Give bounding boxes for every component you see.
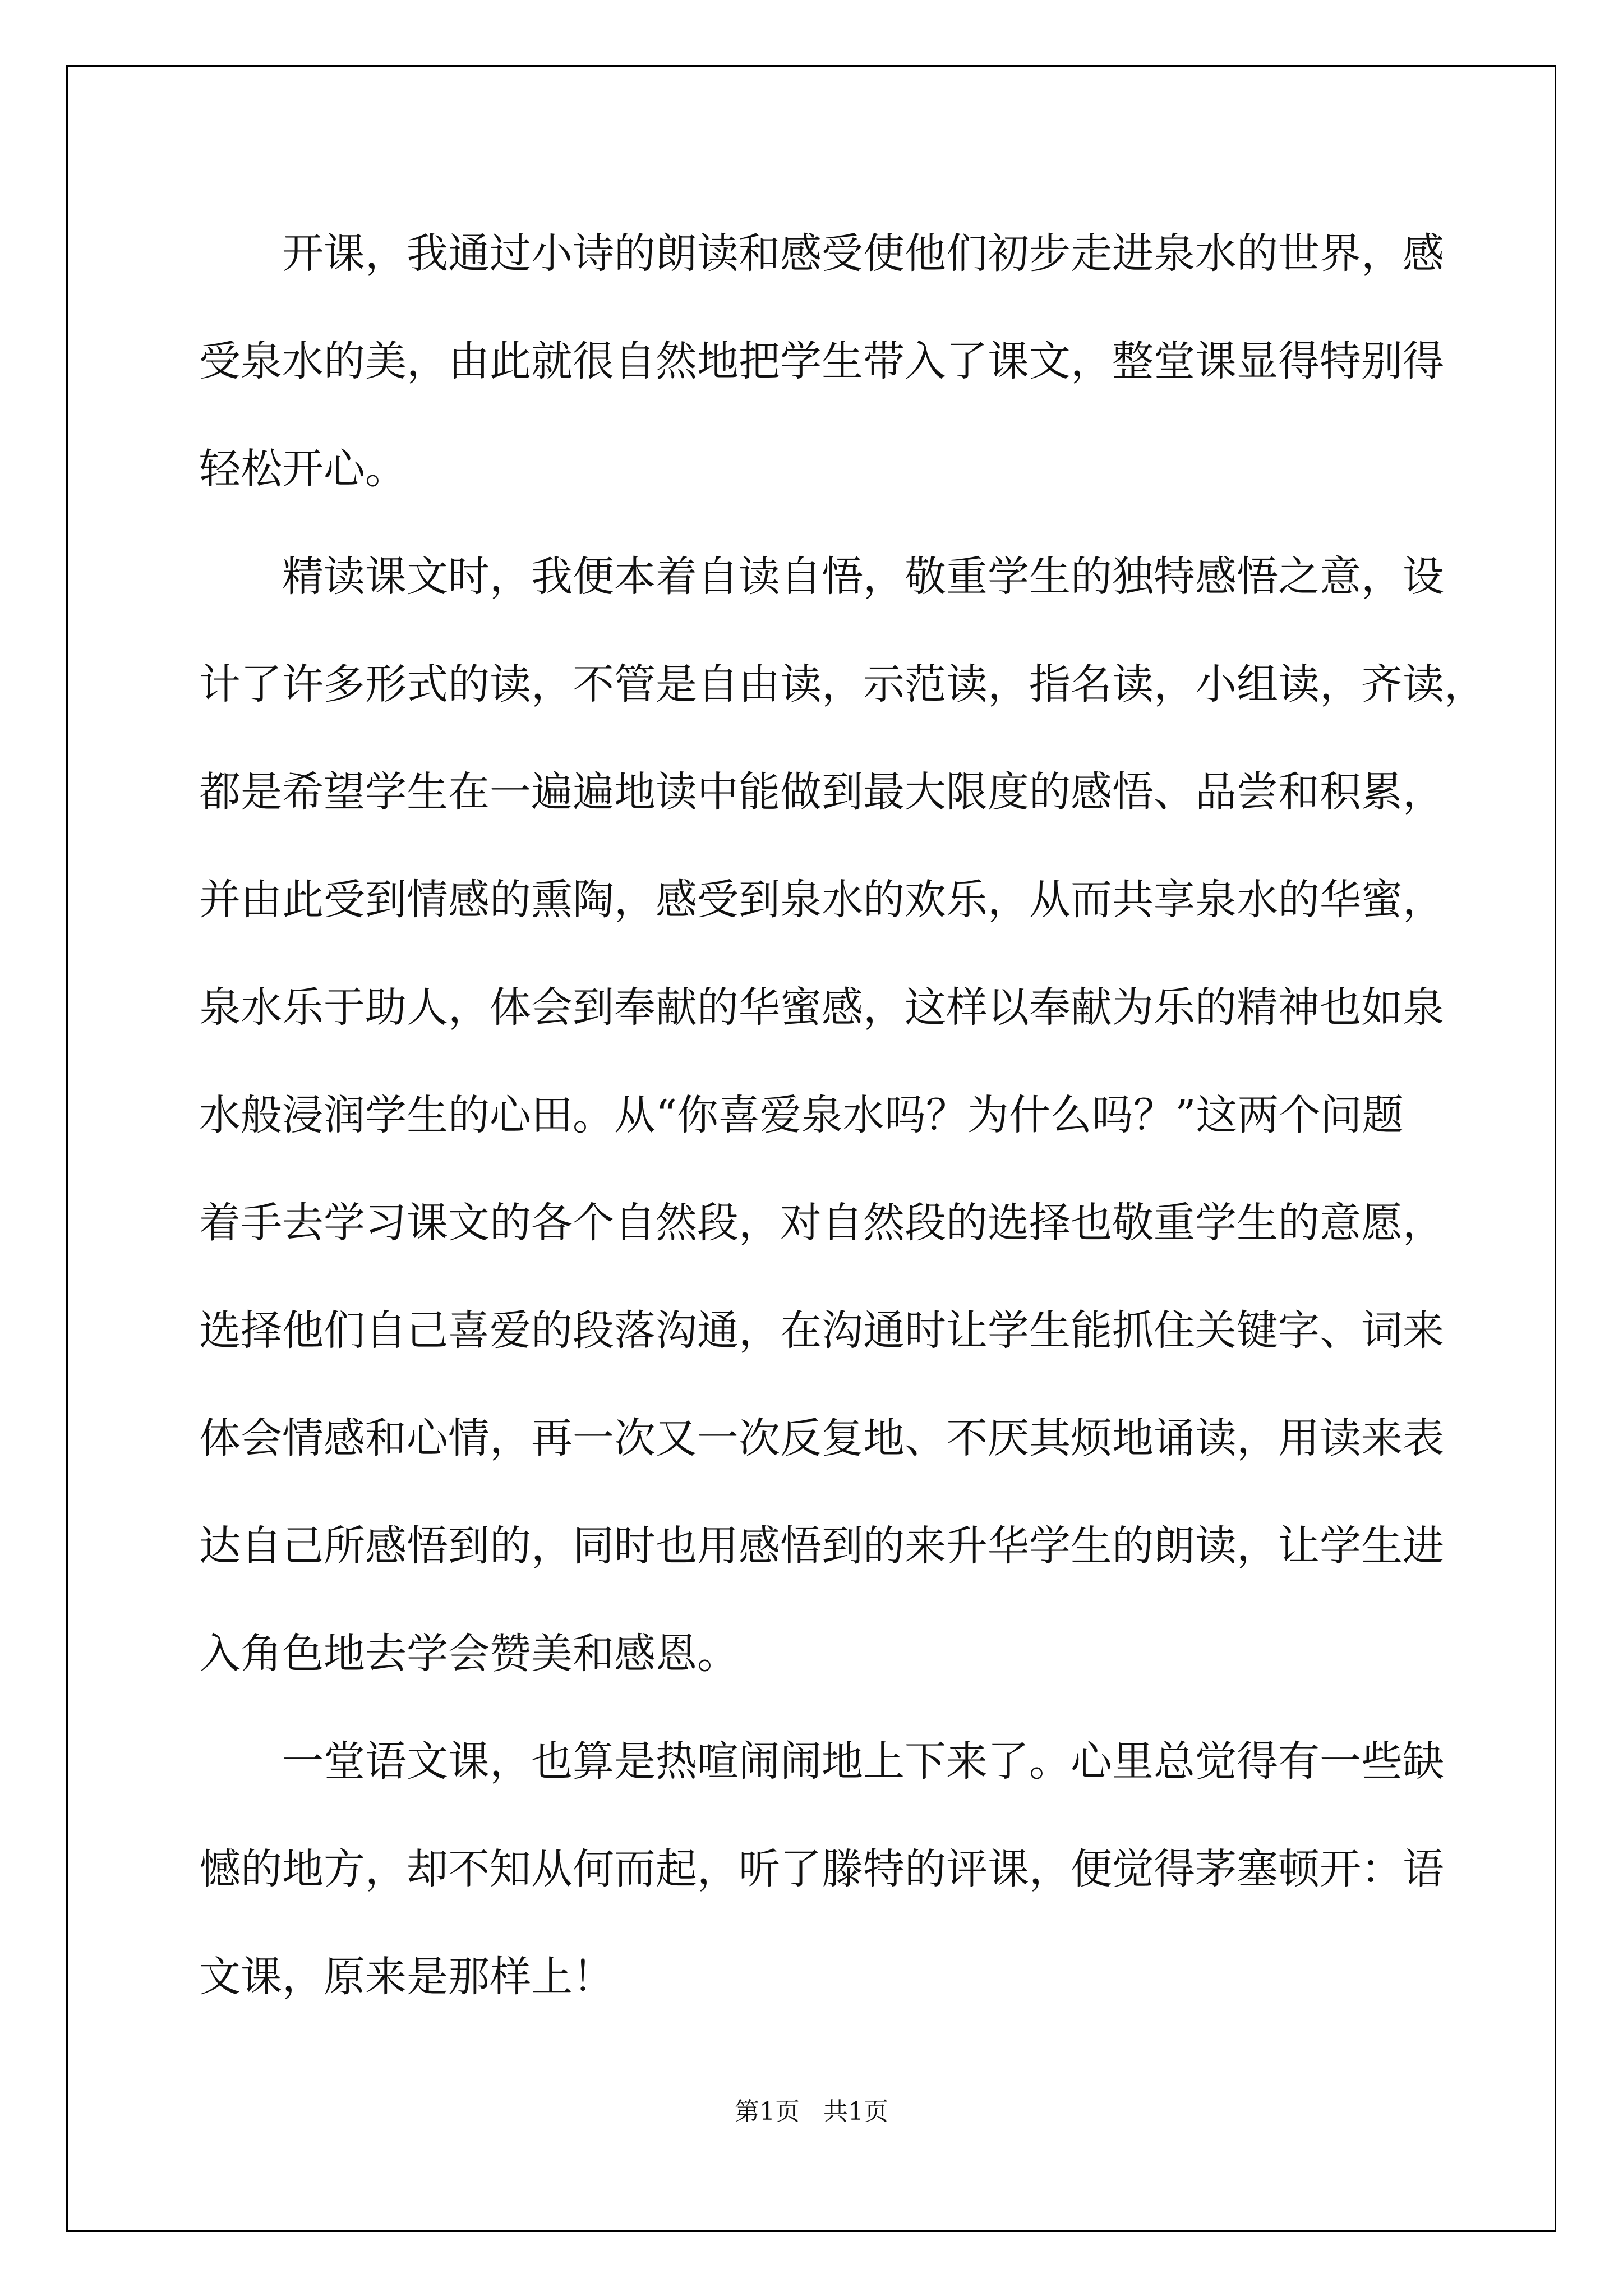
text-line: 计了许多形式的读，不管是自由读，示范读，指名读，小组读，齐读， (199, 660, 1486, 708)
text-line: 精读课文时，我便本着自读自悟，敬重学生的独特感悟之意，设 (282, 553, 1444, 601)
text-line: 体会情感和心情，再一次又一次反复地、不厌其烦地诵读，用读来表 (199, 1414, 1444, 1462)
text-line: 达自己所感悟到的，同时也用感悟到的来升华学生的朗读，让学生进 (199, 1522, 1444, 1570)
text-line: 泉水乐于助人，体会到奉献的华蜜感，这样以奉献为乐的精神也如泉 (199, 983, 1444, 1032)
text-line: 开课，我通过小诗的朗读和感受使他们初步走进泉水的世界，感 (282, 229, 1444, 278)
page-footer: 第1页 共1页 (735, 2097, 888, 2126)
text-line: 都是希望学生在一遍遍地读中能做到最大限度的感悟、品尝和积累， (199, 768, 1444, 816)
document-body (199, 200, 1486, 2031)
text-line: 轻松开心。 (199, 445, 407, 493)
text-line: 憾的地方，却不知从何而起，听了滕特的评课，便觉得茅塞顿开：语 (199, 1845, 1444, 1893)
text-line: 选择他们自己喜爱的段落沟通，在沟通时让学生能抓住关键字、词来 (199, 1306, 1444, 1355)
text-line: 并由此受到情感的熏陶，感受到泉水的欢乐，从而共享泉水的华蜜， (199, 876, 1444, 924)
text-line: 着手去学习课文的各个自然段，对自然段的选择也敬重学生的意愿， (199, 1199, 1444, 1247)
text-line: 受泉水的美，由此就很自然地把学生带入了课文，整堂课显得特别得 (199, 337, 1444, 385)
text-line: 入角色地去学会赞美和感恩。 (199, 1630, 739, 1678)
text-line: 文课，原来是那样上！ (199, 1953, 614, 2001)
text-line: 水般浸润学生的心田。从“你喜爱泉水吗？为什么吗？”这两个问题 (199, 1091, 1404, 1139)
text-line: 一堂语文课，也算是热喧闹闹地上下来了。心里总觉得有一些缺 (282, 1737, 1444, 1786)
